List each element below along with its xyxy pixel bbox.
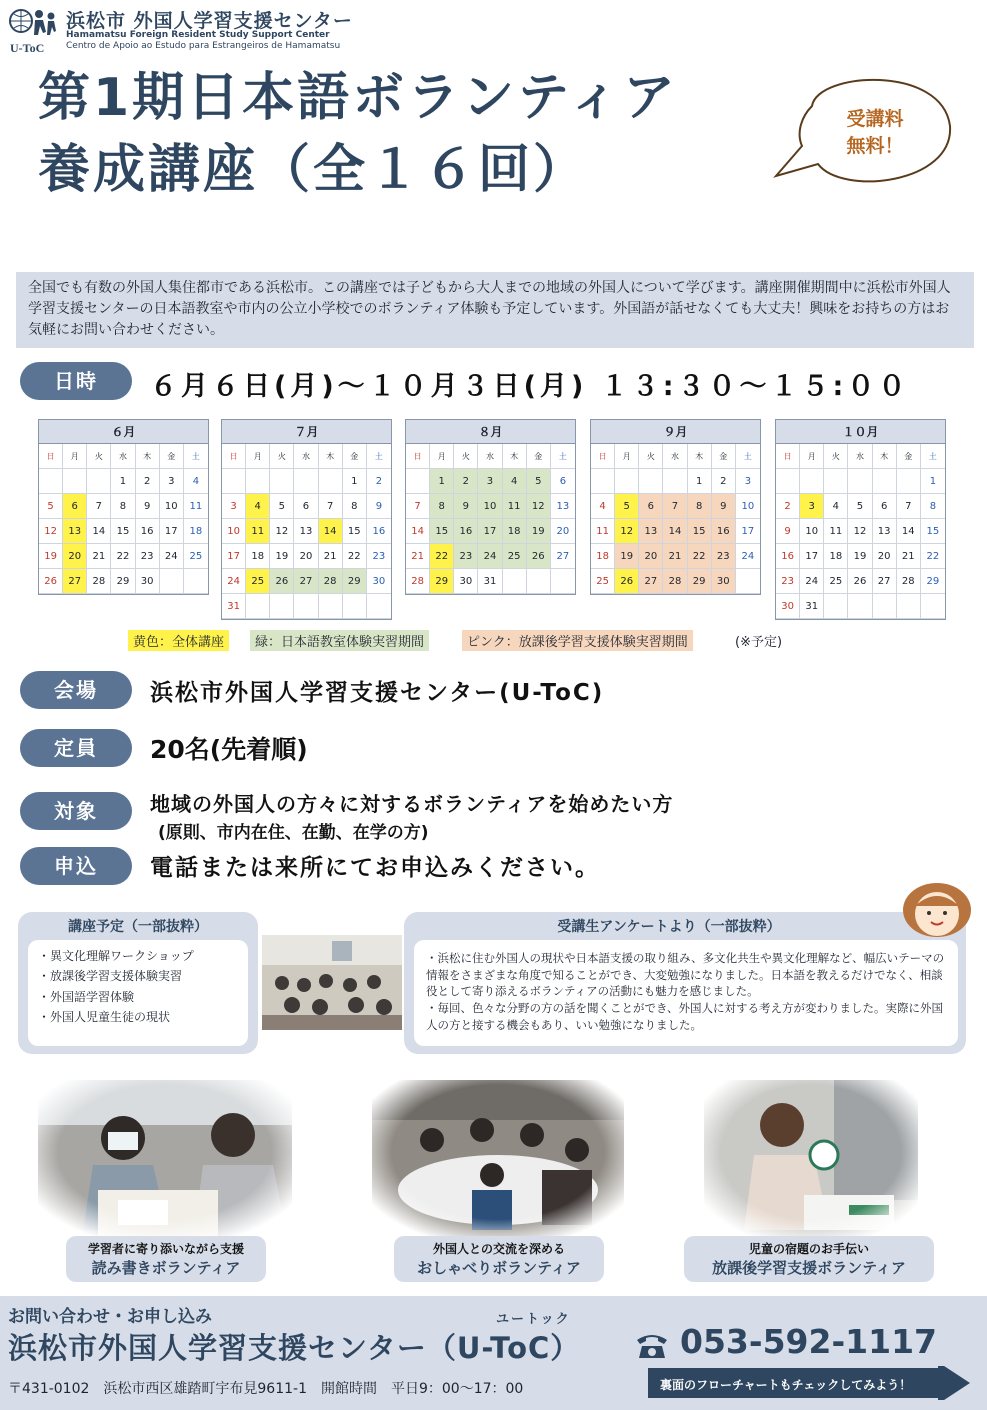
calendar-month-title: ９月 [591,420,760,444]
calendar-empty-cell [184,569,208,594]
schedule-label: 日時 [20,362,132,400]
calendar-day: 22 [430,544,454,569]
calendar-day: 7 [406,494,430,519]
calendar-day: 23 [454,544,478,569]
calendar-day: 17 [160,519,184,544]
calendar-day: 24 [736,544,760,569]
calendar-day: 1 [688,469,712,494]
legend-green: 緑：日本語教室体験実習期間 [250,630,429,651]
calendar-day: 13 [294,519,318,544]
calendar-empty-cell [294,594,318,619]
calendar-day: 19 [615,544,639,569]
calendar-day: 26 [848,569,872,594]
weekday-header: 月 [430,444,454,469]
calendar-day: 27 [294,569,318,594]
calendar-day: 18 [503,519,527,544]
weekday-header: 月 [615,444,639,469]
weekday-header: 金 [160,444,184,469]
address: 〒431-0102 浜松市西区雄踏町宇布見9611-1 開館時間 平日9：00～17：00 [8,1381,524,1397]
calendar-day: 3 [222,494,246,519]
calendar-empty-cell [848,469,872,494]
calendar-day: 28 [406,569,430,594]
weekday-header: 木 [136,444,160,469]
calendar-day: 23 [367,544,391,569]
calendar-empty-cell [246,594,270,619]
calendar-day: 8 [343,494,367,519]
calendar-day: 29 [111,569,135,594]
calendar-day: 14 [87,519,111,544]
weekday-header: 木 [688,444,712,469]
calendar-day: 24 [800,569,824,594]
caption-conversation: 外国人との交流を深める おしゃべりボランティア [394,1236,604,1282]
calendar-day: 3 [800,494,824,519]
phone-number[interactable]: 053-592-1117 [680,1322,938,1361]
calendar-empty-cell [246,469,270,494]
calendar-day: 3 [736,469,760,494]
weekday-header: 火 [639,444,663,469]
calendar-day: 29 [430,569,454,594]
calendar-day: 26 [270,569,294,594]
calendar-day: 2 [776,494,800,519]
calendar-day: 20 [294,544,318,569]
calendar-day: 25 [591,569,615,594]
weekday-header: 金 [897,444,921,469]
calendar-day: 28 [87,569,111,594]
calendar-month-title: １０月 [776,420,945,444]
weekday-header: 月 [800,444,824,469]
calendar-day: 21 [897,544,921,569]
calendar-day: 8 [111,494,135,519]
calendar-day: 20 [639,544,663,569]
calendar-day: 23 [712,544,736,569]
weekday-header: 日 [776,444,800,469]
calendar-empty-cell [921,594,945,619]
calendar-day: 1 [343,469,367,494]
weekday-header: 水 [478,444,502,469]
calendar-empty-cell [270,469,294,494]
course-plan-list [28,940,248,1046]
calendar-empty-cell [527,569,551,594]
calendar-day: 12 [270,519,294,544]
calendar-empty-cell [873,594,897,619]
calendar-day: 13 [639,519,663,544]
calendar-day: 26 [527,544,551,569]
calendar-day: 20 [63,544,87,569]
calendar-day: 2 [136,469,160,494]
capacity-label: 定員 [20,729,132,767]
flowchart-note: 裏面のフローチャートもチェックしてみよう！ [660,1378,912,1392]
calendar-day: 2 [367,469,391,494]
calendar-day: 22 [688,544,712,569]
weekday-header: 水 [294,444,318,469]
calendar-day: 22 [343,544,367,569]
weekday-header: 月 [246,444,270,469]
calendar-empty-cell [736,569,760,594]
calendar-day: 12 [848,519,872,544]
calendar-day: 14 [319,519,343,544]
calendar-day: 30 [712,569,736,594]
smiling-face-icon [900,878,974,938]
calendar-day: 28 [897,569,921,594]
weekday-header: 水 [111,444,135,469]
calendar-empty-cell [503,569,527,594]
calendar-empty-cell [824,469,848,494]
calendar-day: 10 [222,519,246,544]
calendar-day: 18 [246,544,270,569]
weekday-header: 木 [873,444,897,469]
calendar-day: 21 [406,544,430,569]
calendar-day: 16 [454,519,478,544]
weekday-header: 日 [39,444,63,469]
calendar-day: 13 [873,519,897,544]
calendar-day: 1 [111,469,135,494]
calendar-day: 7 [319,494,343,519]
calendar-day: 21 [87,544,111,569]
calendar-day: 4 [503,469,527,494]
calendar-empty-cell [63,469,87,494]
calendar-day: 14 [406,519,430,544]
calendar-day: 16 [776,544,800,569]
calendar-empty-cell [367,594,391,619]
calendar-day: 26 [39,569,63,594]
calendar-day: 31 [800,594,824,619]
calendar-empty-cell [800,469,824,494]
calendar-day: 19 [39,544,63,569]
calendar-day: 24 [160,544,184,569]
calendar-day: 19 [527,519,551,544]
caption-after-school: 児童の宿題のお手伝い 放課後学習支援ボランティア [684,1236,934,1282]
calendar-day: 10 [160,494,184,519]
weekday-header: 土 [921,444,945,469]
calendar-day: 24 [222,569,246,594]
weekday-header: 日 [591,444,615,469]
calendar-day: 4 [591,494,615,519]
weekday-header: 木 [503,444,527,469]
intro-text: 全国でも有数の外国人集住都市である浜松市。この講座では子どもから大人までの地域の外国人について学びます。講座開催期間中に浜松市外国人学習支援センターの日本語教室や市内の公立小学校でのボランティア体験も予定しています。外国語が話せなくても大丈夫！興味をお持ちの方はお気軽にお問い合わせください。 [16,272,974,348]
calendar-day: 11 [184,494,208,519]
calendar-day: 5 [527,469,551,494]
calendar-empty-cell [551,569,575,594]
contact-label: お問い合わせ・お申し込み [8,1307,212,1327]
calendar-day: 2 [454,469,478,494]
org-name-ja: 浜松市 外国人学習支援センター [66,10,353,32]
calendar-day: 20 [873,544,897,569]
calendar-day: 6 [294,494,318,519]
calendar-day: 2 [712,469,736,494]
calendar-day: 12 [615,519,639,544]
calendar-day: 25 [503,544,527,569]
schedule-value: ６月６日(月)～１０月３日(月) １３:３０～１５:００ [150,371,910,402]
calendar-day: 11 [503,494,527,519]
calendar-day: 6 [639,494,663,519]
calendar-day: 9 [712,494,736,519]
legend-note: (※予定) [735,635,783,650]
conversation-photo [372,1080,624,1240]
calendar-day: 9 [454,494,478,519]
calendar-empty-cell [591,469,615,494]
list-item: ・異文化理解ワークショップ [38,949,194,963]
calendar-day: 31 [222,594,246,619]
calendar-day: 6 [63,494,87,519]
calendar-day: 7 [663,494,687,519]
calendar-day: 10 [800,519,824,544]
calendar-day: 11 [246,519,270,544]
calendar-day: 19 [848,544,872,569]
calendar-day: 11 [591,519,615,544]
calendar-empty-cell [897,469,921,494]
calendar-day: 25 [184,544,208,569]
calendar-empty-cell [663,469,687,494]
calendar-day: 7 [87,494,111,519]
calendar-day: 16 [136,519,160,544]
calendar-month-title: ６月 [39,420,208,444]
weekday-header: 土 [367,444,391,469]
calendar-empty-cell [87,469,111,494]
calendar-day: 18 [184,519,208,544]
calendar-day: 16 [712,519,736,544]
calendar-day: 17 [800,544,824,569]
venue-label: 会場 [20,671,132,709]
calendar-day: 18 [824,544,848,569]
weekday-header: 土 [184,444,208,469]
weekday-header: 月 [63,444,87,469]
calendar-month [38,419,209,595]
calendar-empty-cell [873,469,897,494]
survey-title: 受講生アンケートより（一部抜粋） [557,919,781,935]
calendar-day: 29 [921,569,945,594]
capacity-value: 20名(先着順) [150,735,308,764]
calendar-day: 25 [246,569,270,594]
calendar-day: 3 [478,469,502,494]
calendar-day: 17 [478,519,502,544]
weekday-header: 火 [454,444,478,469]
weekday-header: 水 [848,444,872,469]
calendar-month-title: ７月 [222,420,391,444]
calendar-day: 21 [663,544,687,569]
page-title-line2: 養成講座（全１６回） [38,140,589,200]
calendar-day: 30 [136,569,160,594]
weekday-header: 土 [551,444,575,469]
calendar-day: 20 [551,519,575,544]
weekday-header: 金 [712,444,736,469]
calendar-day: 9 [136,494,160,519]
calendar-day: 1 [430,469,454,494]
legend-pink: ピンク：放課後学習支援体験実習期間 [462,630,693,651]
calendar-day: 29 [688,569,712,594]
calendar-day: 27 [551,544,575,569]
calendar-day: 27 [639,569,663,594]
course-plan-title: 講座予定（一部抜粋） [68,919,208,935]
weekday-header: 日 [406,444,430,469]
reading-writing-photo [38,1080,292,1240]
calendar-day: 22 [111,544,135,569]
calendar-day: 13 [63,519,87,544]
phone-icon [634,1330,670,1360]
calendar-day: 30 [454,569,478,594]
calendar-day: 18 [591,544,615,569]
calendar-day: 21 [319,544,343,569]
center-name: 浜松市外国人学習支援センター（U-ToC） [8,1331,581,1365]
calendar-empty-cell [270,594,294,619]
calendar-empty-cell [39,469,63,494]
calendar-empty-cell [294,469,318,494]
calendar-day: 31 [478,569,502,594]
calendar-day: 23 [136,544,160,569]
weekday-header: 木 [319,444,343,469]
calendar-day: 9 [367,494,391,519]
calendar-month [221,419,392,620]
weekday-header: 金 [527,444,551,469]
calendar-empty-cell [848,594,872,619]
calendar-empty-cell [615,469,639,494]
weekday-header: 金 [343,444,367,469]
weekday-header: 火 [87,444,111,469]
calendar-day: 13 [551,494,575,519]
page-title-line1: 第1期日本語ボランティア [38,68,679,128]
venue-value: 浜松市外国人学習支援センター(U-ToC) [150,680,605,706]
calendar-month [775,419,946,620]
calendar-day: 23 [776,569,800,594]
caption-reading-writing: 学習者に寄り添いながら支援 読み書きボランティア [66,1236,266,1282]
calendar-empty-cell [319,469,343,494]
org-name-en: Hamamatsu Foreign Resident Study Support Center [66,30,330,40]
calendar-day: 15 [921,519,945,544]
calendar-day: 17 [222,544,246,569]
free-badge: 受講料 無料！ [846,108,904,157]
calendar-day: 3 [160,469,184,494]
calendar-day: 17 [736,519,760,544]
calendar-empty-cell [639,469,663,494]
calendar-day: 26 [615,569,639,594]
calendar-month [590,419,761,595]
list-item: ・外国人児童生徒の現状 [38,1010,171,1025]
calendar-day: 4 [824,494,848,519]
calendar-day: 5 [39,494,63,519]
calendar-day: 29 [343,569,367,594]
calendar-day: 15 [111,519,135,544]
target-label: 対象 [20,792,132,830]
calendar-day: 28 [319,569,343,594]
calendar-empty-cell [824,594,848,619]
calendar-day: 14 [897,519,921,544]
calendar-day: 12 [39,519,63,544]
calendar-day: 4 [246,494,270,519]
legend-yellow: 黄色：全体講座 [128,630,229,651]
list-item: ・放課後学習支援体験実習 [38,969,183,984]
calendar-day: 7 [897,494,921,519]
calendar-day: 1 [921,469,945,494]
calendar-day: 30 [367,569,391,594]
target-sub: (原則、市内在住、在勤、在学の方) [158,823,429,843]
calendar-day: 27 [63,569,87,594]
calendar-day: 10 [478,494,502,519]
calendar-day: 15 [430,519,454,544]
calendar-empty-cell [319,594,343,619]
calendar-day: 4 [184,469,208,494]
weekday-header: 水 [663,444,687,469]
calendar-day: 8 [921,494,945,519]
calendar-day: 5 [848,494,872,519]
calendar-empty-cell [897,594,921,619]
apply-value: 電話または来所にてお申込みください。 [150,855,600,881]
calendar-day: 15 [688,519,712,544]
calendar-day: 27 [873,569,897,594]
weekday-header: 火 [824,444,848,469]
after-school-photo [704,1080,918,1240]
calendar-day: 6 [551,469,575,494]
calendar-day: 9 [776,519,800,544]
calendar-day: 10 [736,494,760,519]
apply-label: 申込 [20,847,132,885]
classroom-photo [262,935,402,1030]
center-ruby: ユートック [496,1312,571,1327]
list-item: ・外国語学習体験 [38,989,135,1004]
calendar-day: 6 [873,494,897,519]
calendar-day: 5 [615,494,639,519]
calendar-day: 15 [343,519,367,544]
calendar-month [405,419,576,595]
calendar-day: 8 [688,494,712,519]
calendar-day: 5 [270,494,294,519]
calendar-day: 8 [430,494,454,519]
weekday-header: 日 [222,444,246,469]
calendar-day: 28 [663,569,687,594]
survey-text: ・浜松に住む外国人の現状や日本語支援の取り組み、多文化共生や異文化理解など、幅広いテーマの情報をさまざまな角度で知ることができ、大変勉強になりました。日本語を教えるだけでなく、相談役として寄り添えるボランティアの活動にも魅力を感じました。 ・毎回、色々な分野の方の話を聞くことができ、外国人に対する考え方が変わりました。実際に外国人の方と接する機会もあり、いい勉強になりました。 [414,940,958,1046]
org-name-pt: Centro de Apoio ao Estudo para Estrangeiros de Hamamatsu [66,41,341,51]
calendar-empty-cell [776,469,800,494]
calendar-empty-cell [222,469,246,494]
calendar-day: 12 [527,494,551,519]
calendar-empty-cell [406,469,430,494]
calendar-day: 11 [824,519,848,544]
calendar-empty-cell [160,569,184,594]
calendar-empty-cell [343,594,367,619]
calendar-month-title: ８月 [406,420,575,444]
calendar-day: 19 [270,544,294,569]
calendar-day: 14 [663,519,687,544]
svg-text:U-ToC: U-ToC [10,41,45,54]
calendar-day: 30 [776,594,800,619]
weekday-header: 土 [736,444,760,469]
target-value: 地域の外国人の方々に対するボランティアを始めたい方 [150,792,674,816]
calendar-day: 24 [478,544,502,569]
calendar-day: 22 [921,544,945,569]
calendar-day: 16 [367,519,391,544]
calendar-day: 25 [824,569,848,594]
weekday-header: 火 [270,444,294,469]
u-toc-logo-icon [8,6,64,54]
